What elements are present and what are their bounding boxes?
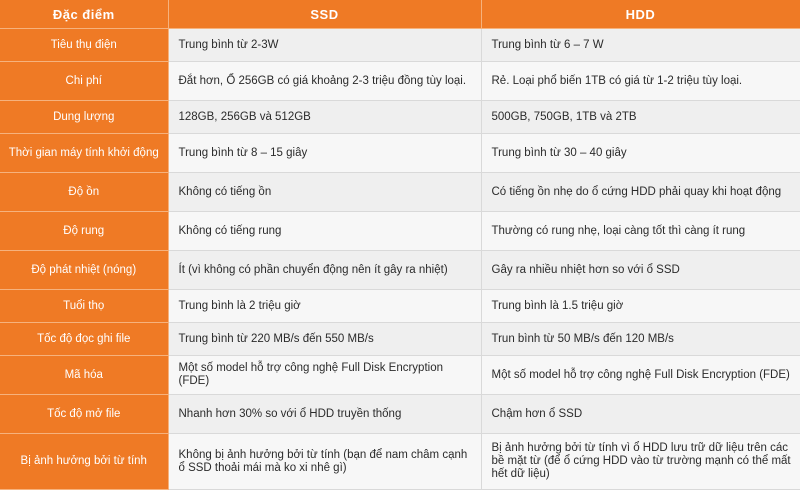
row-feature: Độ ồn <box>0 173 168 212</box>
row-feature: Mã hóa <box>0 356 168 395</box>
header-hdd: HDD <box>481 0 800 29</box>
table-row <box>0 62 800 101</box>
row-ssd: Nhanh hơn 30% so với ổ HDD truyền thống <box>168 395 481 434</box>
row-feature: Bị ảnh hưởng bởi từ tính <box>0 434 168 490</box>
header-row <box>0 0 800 29</box>
row-feature: Chi phí <box>0 62 168 101</box>
row-feature: Độ rung <box>0 212 168 251</box>
row-hdd: Có tiếng ồn nhẹ do ổ cứng HDD phải quay khi hoạt động <box>481 173 800 212</box>
row-ssd: 128GB, 256GB và 512GB <box>168 101 481 134</box>
row-hdd: Rẻ. Loại phổ biến 1TB có giá từ 1-2 triệu tùy loại. <box>481 62 800 101</box>
row-ssd: Một số model hỗ trợ công nghệ Full Disk Encryption (FDE) <box>168 356 481 395</box>
header-feature: Đặc điểm <box>0 0 168 29</box>
table-row <box>0 173 800 212</box>
table-row <box>0 134 800 173</box>
row-ssd: Trung bình là 2 triệu giờ <box>168 290 481 323</box>
row-ssd: Không có tiếng rung <box>168 212 481 251</box>
row-feature: Tuổi thọ <box>0 290 168 323</box>
row-feature: Tiêu thụ điện <box>0 29 168 62</box>
row-feature: Tốc độ mở file <box>0 395 168 434</box>
row-ssd: Không có tiếng ồn <box>168 173 481 212</box>
row-ssd: Trung bình từ 8 – 15 giây <box>168 134 481 173</box>
table-row <box>0 29 800 62</box>
row-feature: Dung lượng <box>0 101 168 134</box>
row-hdd: 500GB, 750GB, 1TB và 2TB <box>481 101 800 134</box>
table-row <box>0 101 800 134</box>
table-row <box>0 395 800 434</box>
row-hdd: Thường có rung nhẹ, loại càng tốt thì càng ít rung <box>481 212 800 251</box>
row-feature: Độ phát nhiệt (nóng) <box>0 251 168 290</box>
row-hdd: Bị ảnh hưởng bởi từ tính vì ổ HDD lưu trữ dữ liệu trên các bề mặt từ (để ổ cứng HDD vào từ trường mạnh có thể mất hết dữ liệu) <box>481 434 800 490</box>
row-hdd: Trung bình từ 30 – 40 giây <box>481 134 800 173</box>
table-row <box>0 323 800 356</box>
table-row <box>0 251 800 290</box>
row-hdd: Trung bình là 1.5 triệu giờ <box>481 290 800 323</box>
row-feature: Tốc độ đọc ghi file <box>0 323 168 356</box>
row-ssd: Trung bình từ 2-3W <box>168 29 481 62</box>
row-feature: Thời gian máy tính khởi động <box>0 134 168 173</box>
row-ssd: Ít (vì không có phần chuyển động nên ít gây ra nhiệt) <box>168 251 481 290</box>
row-hdd: Gây ra nhiều nhiệt hơn so với ổ SSD <box>481 251 800 290</box>
table-row <box>0 290 800 323</box>
row-hdd: Trun bình từ 50 MB/s đến 120 MB/s <box>481 323 800 356</box>
row-hdd: Một số model hỗ trợ công nghệ Full Disk Encryption (FDE) <box>481 356 800 395</box>
table-row <box>0 356 800 395</box>
row-ssd: Không bị ảnh hưởng bởi từ tính (bạn để nam châm cạnh ổ SSD thoải mái mà ko xi nhê gì) <box>168 434 481 490</box>
table-row <box>0 212 800 251</box>
row-ssd: Đắt hơn, Ổ 256GB có giá khoảng 2-3 triệu đồng tùy loại. <box>168 62 481 101</box>
header-ssd: SSD <box>168 0 481 29</box>
row-ssd: Trung bình từ 220 MB/s đến 550 MB/s <box>168 323 481 356</box>
row-hdd: Trung bình từ 6 – 7 W <box>481 29 800 62</box>
row-hdd: Chậm hơn ổ SSD <box>481 395 800 434</box>
table-row <box>0 434 800 490</box>
